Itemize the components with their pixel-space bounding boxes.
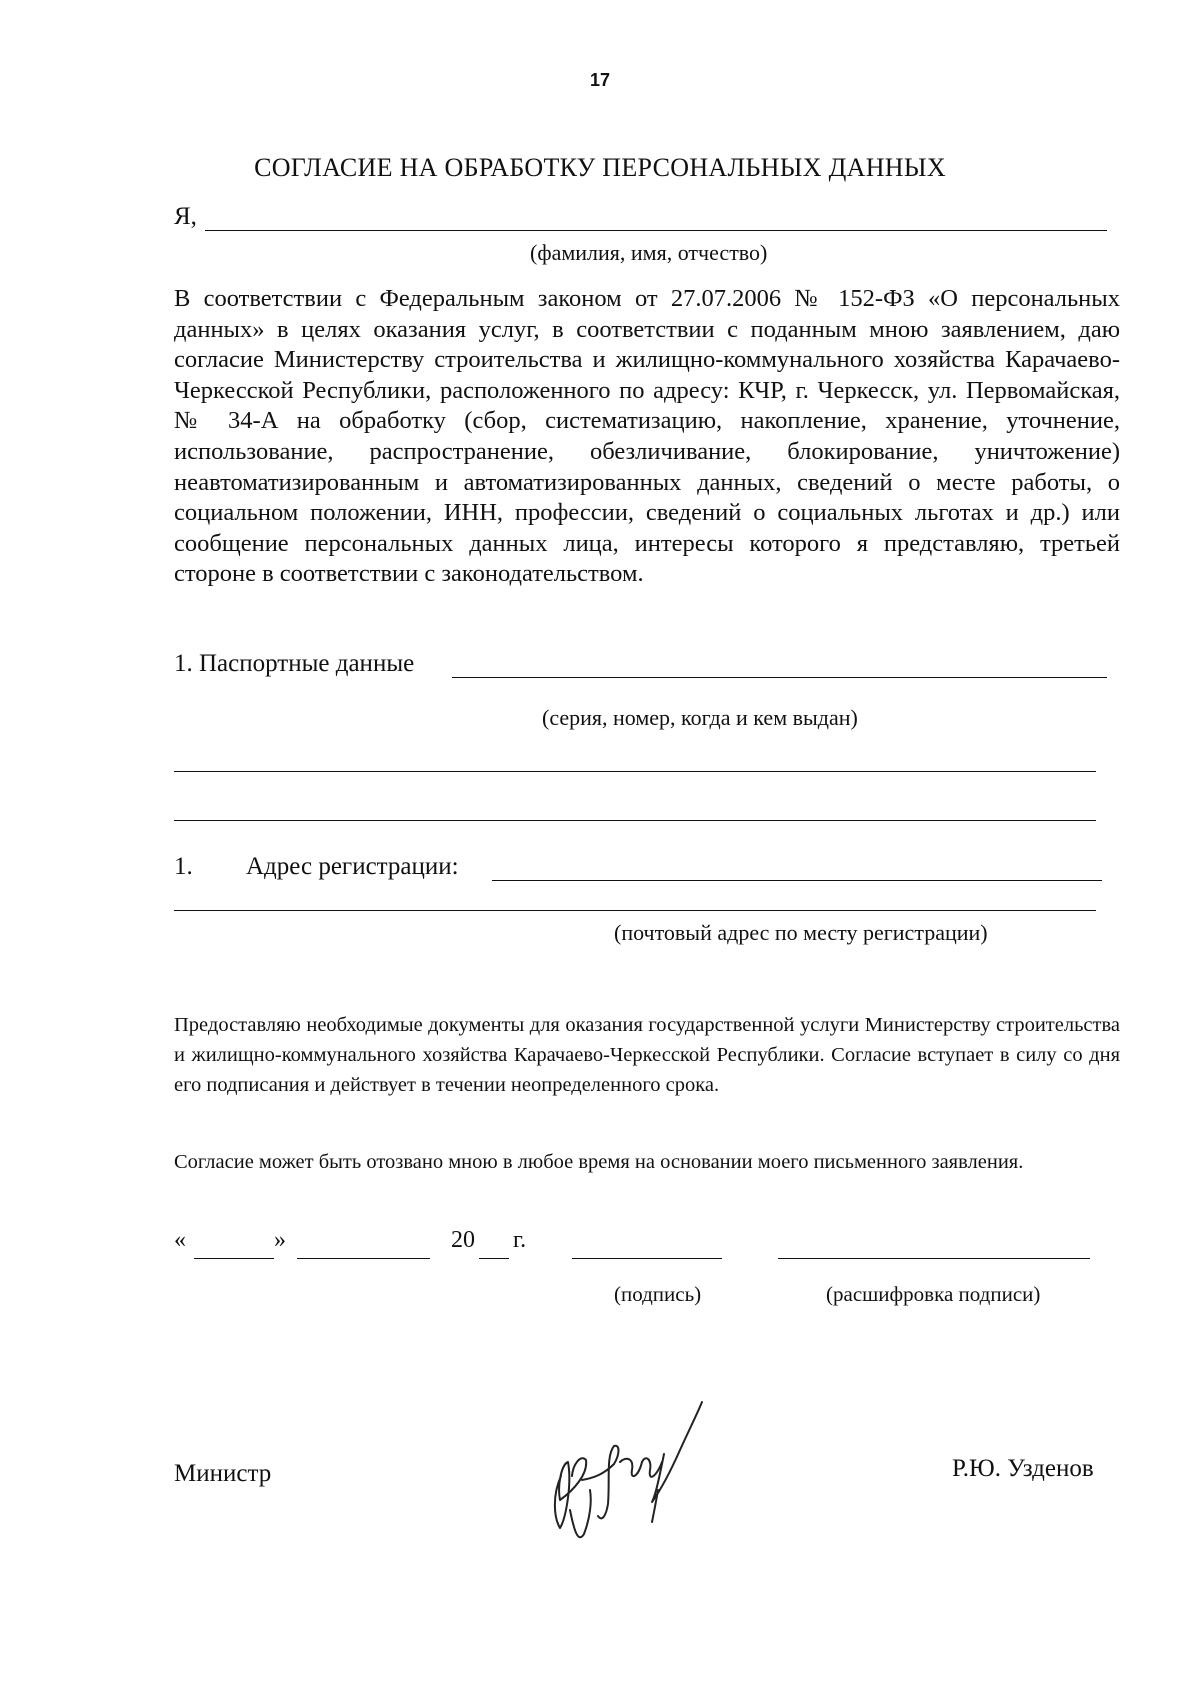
year-suffix: г.: [513, 1227, 527, 1253]
fio-field[interactable]: [205, 230, 1107, 231]
fio-caption: (фамилия, имя, отчество): [530, 240, 768, 265]
passport-label: 1. Паспортные данные: [174, 650, 415, 677]
year-prefix: 20: [451, 1227, 475, 1253]
revocation-paragraph: Согласие может быть отозвано мною в любое время на основании моего письменного заявления.: [174, 1151, 1024, 1173]
passport-field[interactable]: [452, 677, 1107, 678]
address-label: Адрес регистрации:: [246, 853, 459, 880]
address-number: 1.: [174, 853, 193, 880]
address-caption: (почтовый адрес по месту регистрации): [614, 920, 988, 945]
minister-name: Р.Ю. Узденов: [952, 1455, 1094, 1482]
signature-caption: (подпись): [614, 1282, 702, 1306]
page-number: 17: [589, 70, 611, 90]
minister-title: Министр: [174, 1460, 272, 1487]
signature-decoding-field[interactable]: [778, 1258, 1090, 1259]
month-field[interactable]: [297, 1258, 430, 1259]
consent-paragraph: В соответствии с Федеральным законом от 27.07.2006 № 152-ФЗ «О персональных данных» в целях оказания услуг, в соответствии с поданным мною заявлением, даю согласие Министерству строительства и жилищно-коммунального хозяйства Карачаево-Черкесской Республики, расположенного по адресу: КЧР, г. Черкесск, ул. Первомайская, № 34-А на обработку (сбор, систематизацию, накопление, хранение, уточнение, использование, распространение, обезличивание, блокирование, уничтожение) неавтоматизированным и автоматизированных данных, сведений о месте работы, о социальном положении, ИНН, профессии, сведений о социальных льготах и др.) или сообщение персональных данных лица, интересы которого я представляю, третьей стороне в соответствии с законодательством.: [174, 285, 1120, 588]
passport-caption: (серия, номер, когда и кем выдан): [542, 705, 858, 730]
address-field[interactable]: [492, 880, 1102, 881]
document-title: СОГЛАСИЕ НА ОБРАБОТКУ ПЕРСОНАЛЬНЫХ ДАННЫХ: [254, 153, 946, 182]
date-open-quote: «: [174, 1227, 186, 1253]
date-close-quote: »: [274, 1227, 286, 1253]
passport-field-line-3[interactable]: [174, 820, 1096, 821]
signature-field[interactable]: [572, 1258, 722, 1259]
day-field[interactable]: [194, 1258, 274, 1259]
signature-decoding-caption: (расшифровка подписи): [826, 1282, 1041, 1306]
documents-paragraph: Предоставляю необходимые документы для оказания государственной услуги Министерству строительства и жилищно-коммунального хозяйства Карачаево-Черкесской Республики. Согласие вступает в силу со дня его подписания и действует в течении неопределенного срока.: [174, 1014, 1120, 1096]
address-field-line-2[interactable]: [174, 910, 1096, 911]
passport-field-line-2[interactable]: [174, 771, 1096, 772]
handwritten-signature: [548, 1398, 718, 1548]
fio-prefix: Я,: [174, 203, 197, 230]
year-field[interactable]: [479, 1258, 509, 1259]
